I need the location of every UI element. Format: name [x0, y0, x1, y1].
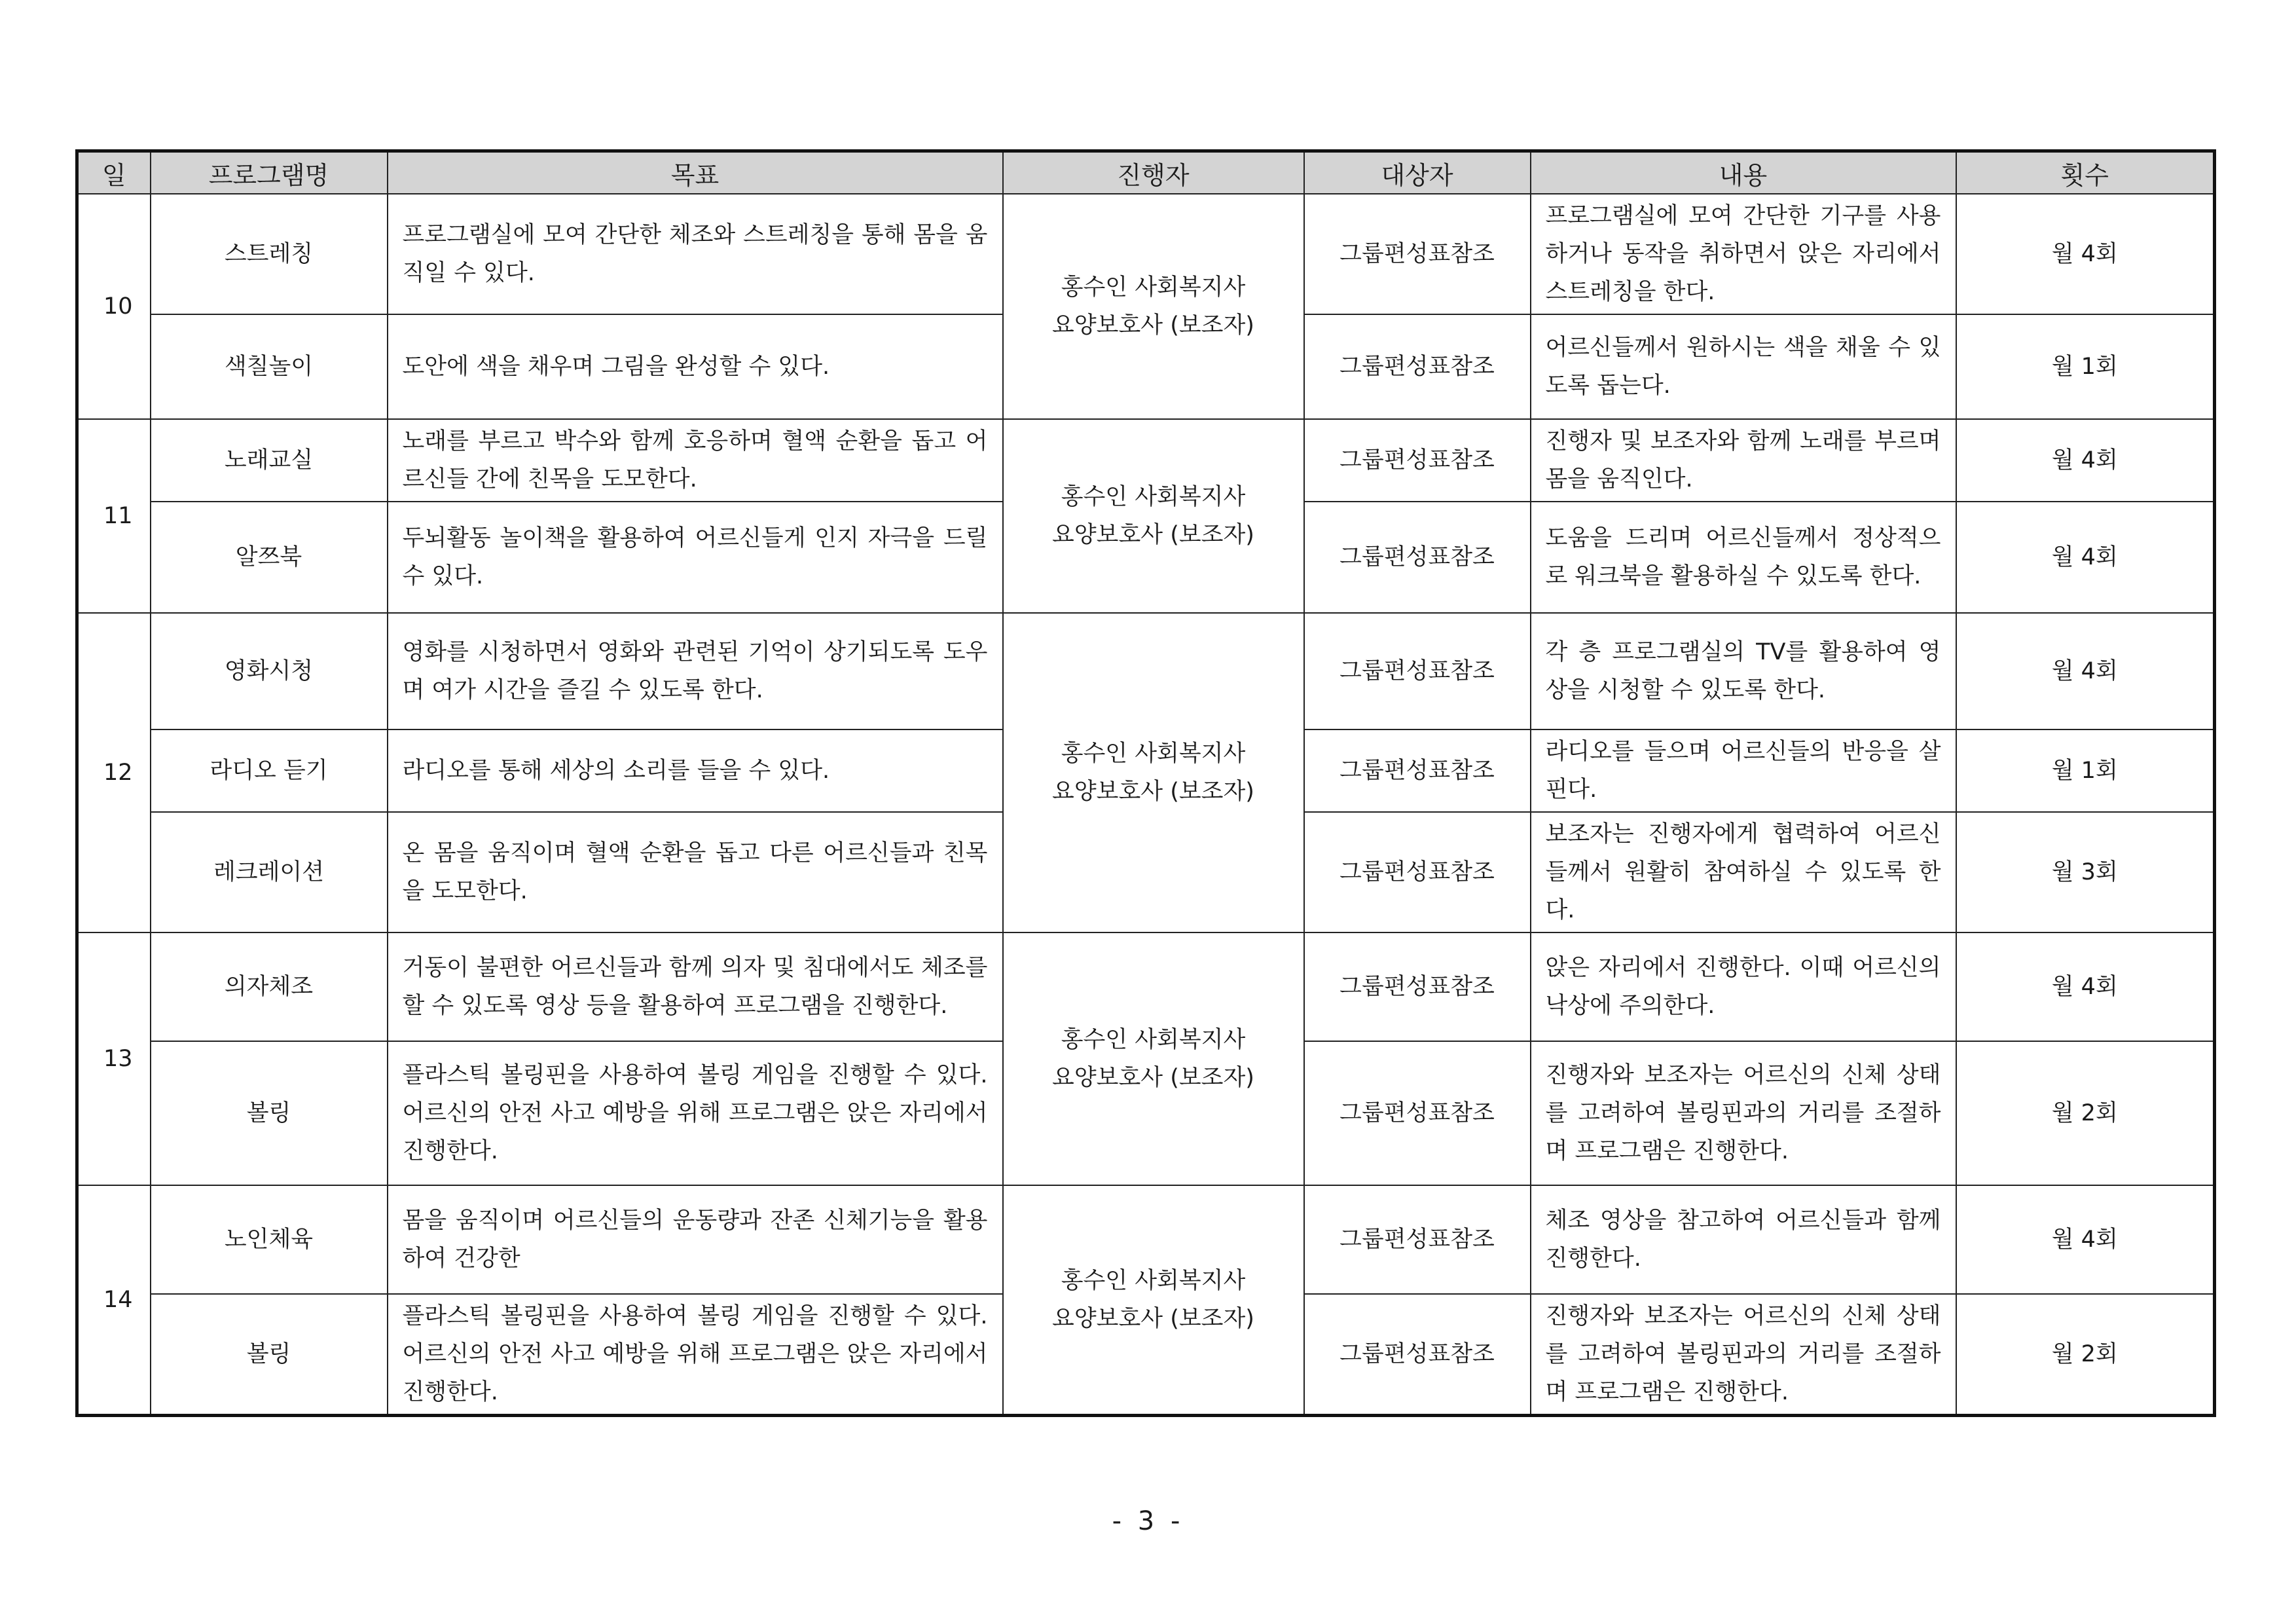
day-cell: 12 — [77, 613, 151, 932]
table-row — [77, 194, 2215, 314]
content-cell: 체조 영상을 참고하여 어르신들과 함께 진행한다. — [1531, 1185, 1956, 1294]
frequency-cell: 월 4회 — [1956, 419, 2215, 502]
frequency-cell: 월 4회 — [1956, 194, 2215, 314]
goal-cell: 온 몸을 움직이며 혈액 순환을 돕고 다른 어르신들과 친목을 도모한다. — [388, 812, 1003, 932]
target-cell: 그룹편성표참조 — [1304, 812, 1531, 932]
header-frequency: 횟수 — [1956, 151, 2215, 194]
goal-cell: 플라스틱 볼링핀을 사용하여 볼링 게임을 진행할 수 있다. 어르신의 안전 사고 예방을 위해 프로그램은 앉은 자리에서 진행한다. — [388, 1041, 1003, 1185]
program-name-cell: 볼링 — [151, 1294, 388, 1416]
frequency-cell: 월 4회 — [1956, 613, 2215, 729]
schedule-body — [77, 194, 2215, 1416]
goal-cell: 몸을 움직이며 어르신들의 운동량과 잔존 신체기능을 활용하여 건강한 — [388, 1185, 1003, 1294]
frequency-cell: 월 2회 — [1956, 1041, 2215, 1185]
target-cell: 그룹편성표참조 — [1304, 419, 1531, 502]
leader-cell: 홍수인 사회복지사 요양보호사 (보조자) — [1003, 932, 1304, 1185]
content-cell: 진행자 및 보조자와 함께 노래를 부르며 몸을 움직인다. — [1531, 419, 1956, 502]
program-name-cell: 노인체육 — [151, 1185, 388, 1294]
goal-cell: 도안에 색을 채우며 그림을 완성할 수 있다. — [388, 314, 1003, 419]
frequency-cell: 월 3회 — [1956, 812, 2215, 932]
content-cell: 각 층 프로그램실의 TV를 활용하여 영상을 시청할 수 있도록 한다. — [1531, 613, 1956, 729]
header-content: 내용 — [1531, 151, 1956, 194]
header-program: 프로그램명 — [151, 151, 388, 194]
content-cell: 진행자와 보조자는 어르신의 신체 상태를 고려하여 볼링핀과의 거리를 조절하며 프로그램은 진행한다. — [1531, 1294, 1956, 1416]
goal-cell: 영화를 시청하면서 영화와 관련된 기억이 상기되도록 도우며 여가 시간을 즐길 수 있도록 한다. — [388, 613, 1003, 729]
program-name-cell: 영화시청 — [151, 613, 388, 729]
target-cell: 그룹편성표참조 — [1304, 932, 1531, 1041]
target-cell: 그룹편성표참조 — [1304, 1041, 1531, 1185]
goal-cell: 프로그램실에 모여 간단한 체조와 스트레칭을 통해 몸을 움직일 수 있다. — [388, 194, 1003, 314]
frequency-cell: 월 4회 — [1956, 502, 2215, 613]
frequency-cell: 월 1회 — [1956, 314, 2215, 419]
leader-cell: 홍수인 사회복지사 요양보호사 (보조자) — [1003, 419, 1304, 613]
target-cell: 그룹편성표참조 — [1304, 502, 1531, 613]
leader-cell: 홍수인 사회복지사 요양보호사 (보조자) — [1003, 613, 1304, 932]
day-cell: 14 — [77, 1185, 151, 1416]
content-cell: 보조자는 진행자에게 협력하여 어르신들께서 원활히 참여하실 수 있도록 한다. — [1531, 812, 1956, 932]
table-row — [77, 419, 2215, 502]
goal-cell: 라디오를 통해 세상의 소리를 들을 수 있다. — [388, 729, 1003, 812]
program-name-cell: 노래교실 — [151, 419, 388, 502]
table-row — [77, 1185, 2215, 1294]
page-number: - 3 - — [1112, 1506, 1184, 1536]
table-row — [77, 613, 2215, 729]
header-goal: 목표 — [388, 151, 1003, 194]
goal-cell: 노래를 부르고 박수와 함께 호응하며 혈액 순환을 돕고 어르신들 간에 친목을 도모한다. — [388, 419, 1003, 502]
frequency-cell: 월 4회 — [1956, 932, 2215, 1041]
header-row — [77, 151, 2215, 194]
program-schedule-table — [75, 149, 2216, 1417]
content-cell: 라디오를 들으며 어르신들의 반응을 살핀다. — [1531, 729, 1956, 812]
frequency-cell: 월 2회 — [1956, 1294, 2215, 1416]
schedule-document — [75, 149, 2213, 1417]
leader-cell: 홍수인 사회복지사 요양보호사 (보조자) — [1003, 1185, 1304, 1416]
goal-cell: 거동이 불편한 어르신들과 함께 의자 및 침대에서도 체조를 할 수 있도록 영상 등을 활용하여 프로그램을 진행한다. — [388, 932, 1003, 1041]
content-cell: 프로그램실에 모여 간단한 기구를 사용하거나 동작을 취하면서 앉은 자리에서 스트레칭을 한다. — [1531, 194, 1956, 314]
day-cell: 10 — [77, 194, 151, 419]
leader-cell: 홍수인 사회복지사 요양보호사 (보조자) — [1003, 194, 1304, 419]
target-cell: 그룹편성표참조 — [1304, 194, 1531, 314]
frequency-cell: 월 4회 — [1956, 1185, 2215, 1294]
program-name-cell: 볼링 — [151, 1041, 388, 1185]
program-name-cell: 색칠놀이 — [151, 314, 388, 419]
program-name-cell: 알쯔북 — [151, 502, 388, 613]
content-cell: 진행자와 보조자는 어르신의 신체 상태를 고려하여 볼링핀과의 거리를 조절하며 프로그램은 진행한다. — [1531, 1041, 1956, 1185]
header-target: 대상자 — [1304, 151, 1531, 194]
header-leader: 진행자 — [1003, 151, 1304, 194]
day-cell: 11 — [77, 419, 151, 613]
frequency-cell: 월 1회 — [1956, 729, 2215, 812]
goal-cell: 두뇌활동 놀이책을 활용하여 어르신들게 인지 자극을 드릴 수 있다. — [388, 502, 1003, 613]
target-cell: 그룹편성표참조 — [1304, 1294, 1531, 1416]
header-day: 일 — [77, 151, 151, 194]
program-name-cell: 라디오 듣기 — [151, 729, 388, 812]
target-cell: 그룹편성표참조 — [1304, 613, 1531, 729]
table-row — [77, 932, 2215, 1041]
program-name-cell: 의자체조 — [151, 932, 388, 1041]
program-name-cell: 레크레이션 — [151, 812, 388, 932]
target-cell: 그룹편성표참조 — [1304, 314, 1531, 419]
goal-cell: 플라스틱 볼링핀을 사용하여 볼링 게임을 진행할 수 있다. 어르신의 안전 사고 예방을 위해 프로그램은 앉은 자리에서 진행한다. — [388, 1294, 1003, 1416]
target-cell: 그룹편성표참조 — [1304, 1185, 1531, 1294]
content-cell: 어르신들께서 원하시는 색을 채울 수 있도록 돕는다. — [1531, 314, 1956, 419]
content-cell: 앉은 자리에서 진행한다. 이때 어르신의 낙상에 주의한다. — [1531, 932, 1956, 1041]
content-cell: 도움을 드리며 어르신들께서 정상적으로 워크북을 활용하실 수 있도록 한다. — [1531, 502, 1956, 613]
target-cell: 그룹편성표참조 — [1304, 729, 1531, 812]
day-cell: 13 — [77, 932, 151, 1185]
program-name-cell: 스트레칭 — [151, 194, 388, 314]
